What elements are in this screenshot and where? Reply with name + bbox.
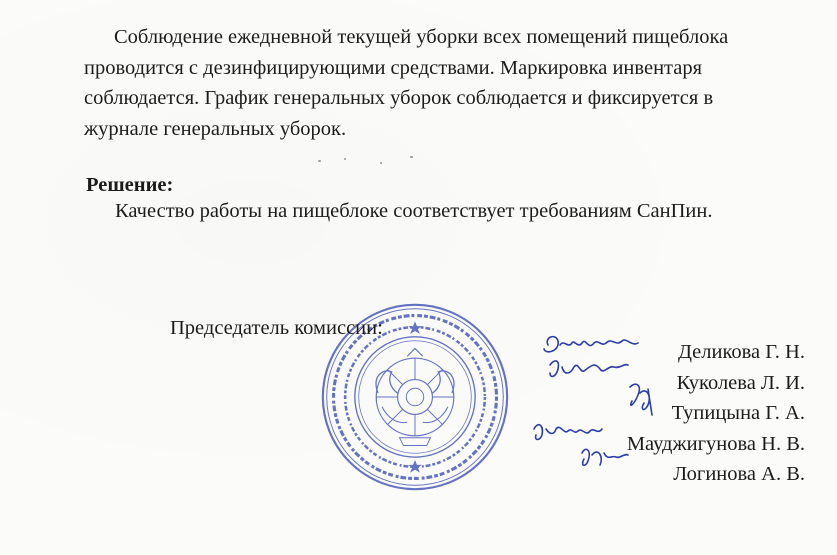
paragraph-line: проводится с дезинфицирующими средствами. Маркировка инвентаря: [84, 56, 703, 79]
scan-speck: [410, 156, 413, 158]
member-name: Куколева Л. И.: [676, 371, 805, 394]
member-name: Деликова Г. Н.: [677, 341, 805, 363]
decision-text: Качество работы на пищеблоке соответствует требованиям СанПин.: [115, 200, 713, 222]
handwritten-signatures: [520, 325, 670, 485]
decision-heading: Решение:: [86, 174, 174, 196]
member-name: Тупицына Г. А.: [671, 402, 805, 424]
member-name: Мауджигунова Н. В.: [626, 432, 805, 455]
inspection-paragraph: [84, 22, 774, 144]
paragraph-line: соблюдается. График генеральных уборок соблюдается и фиксируется в: [84, 87, 714, 109]
member-name: Логинова А. В.: [673, 463, 805, 485]
scan-speck: [380, 162, 382, 164]
scan-speck: [344, 158, 346, 160]
paragraph-line: журнале генеральных уборок.: [84, 117, 347, 140]
chair-label: Председатель комиссии:: [170, 317, 383, 339]
paragraph-line: Соблюдение ежедневной текущей уборки всех помещений пищеблока: [114, 26, 729, 48]
scan-speck: [318, 160, 321, 162]
